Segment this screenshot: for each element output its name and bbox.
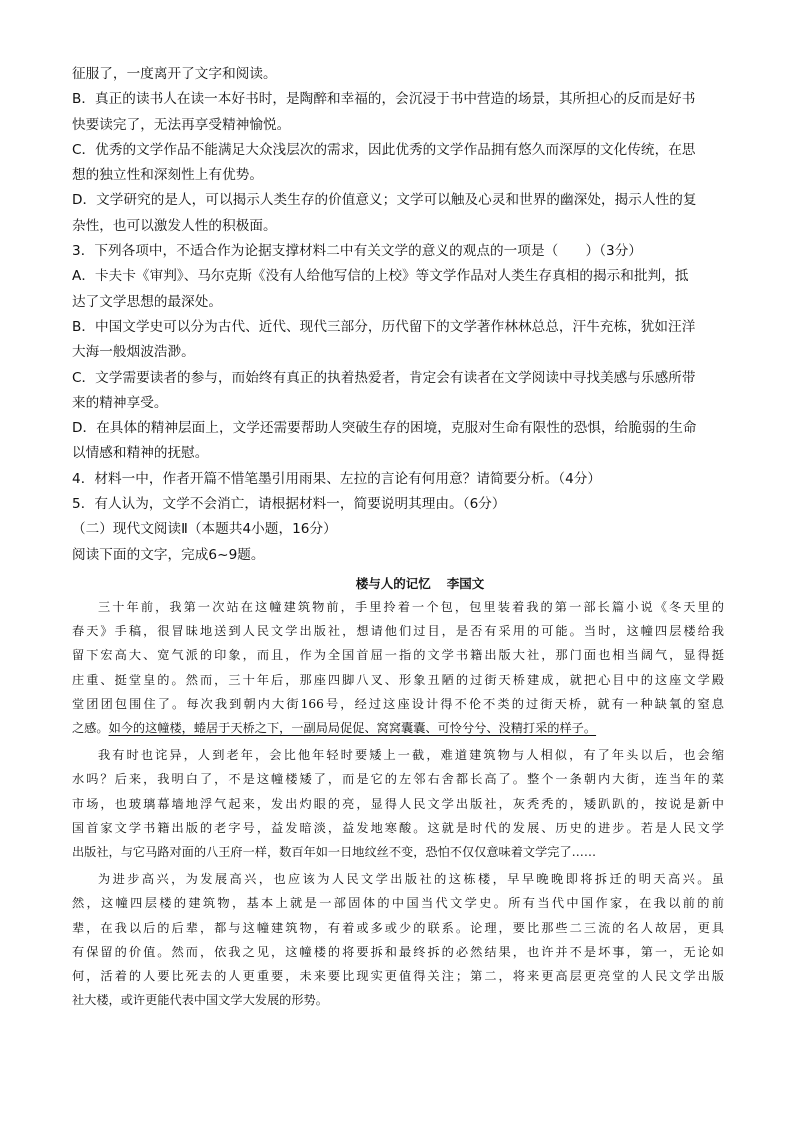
paragraph-line: [72, 716, 724, 740]
paragraph-line: 市场，也玻璃幕墙地浮气起来，发出灼眼的亮，显得人民文学出版社，灰秃秃的，矮趴趴的，按说是新中: [72, 796, 724, 811]
article-title: [72, 572, 724, 595]
paragraph-line-text: 之感。: [72, 720, 109, 735]
text-line: 来的精神享受。: [72, 394, 168, 411]
text-line: 想的独立性和深刻性上有优势。: [72, 167, 264, 184]
article-title-text: 楼与人的记忆: [355, 575, 431, 591]
paragraph-line: 留下宏高大、宽气派的印象，而且，作为全国首屈一指的文学书籍出版大社，那门面也相当阔气，显得挺: [72, 648, 724, 663]
paragraph-line: 国首家文学书籍出版的老字号，益发暗淡，益发地寒酸。这就是时代的发展、历史的进步。若是人民文学: [72, 820, 724, 835]
option-c-line: C．文学需要读者的参与，而始终有真正的执着热爱者，肯定会有读者在文学阅读中寻找美感与乐感所带: [72, 369, 696, 386]
paragraph-line: 然，这幢四层楼的建筑物，基本上就是一部固体的中国当代文学史。所有当代中国作家，在我以前的前: [72, 896, 724, 911]
exam-page: [72, 62, 724, 1012]
questions-section: [72, 62, 724, 568]
option-b-line: B．真正的读书人在读一本好书时，是陶醉和幸福的，会沉浸于书中营造的场景，其所担心的反而是好书: [72, 91, 696, 108]
option-c-line: C．优秀的文学作品不能满足大众浅层次的需求，因此优秀的文学作品拥有悠久而深厚的文化传统，在思: [72, 141, 696, 158]
option-b-line: B．中国文学史可以分为古代、近代、现代三部分，历代留下的文学著作林林总总，汗牛充栋，犹如汪洋: [72, 318, 696, 335]
paragraph-line: 出版社，与它马路对面的八王府一样，数百年如一日地纹丝不变，恐怕不仅仅意味着文学完了……: [72, 844, 597, 859]
paragraph-line: 社大楼，或许更能代表中国文学大发展的形势。: [72, 993, 328, 1008]
option-d-line: D．文学研究的是人，可以揭示人类生存的价值意义；文学可以触及心灵和世界的幽深处，揭示人性的复: [72, 192, 697, 209]
paragraph-line: 水吗？后来，我明白了，不是这幢楼矮了，而是它的左邻右舍都长高了。整个一条朝内大街，连当年的菜: [72, 772, 724, 787]
text-line: 达了文学思想的最深处。: [72, 293, 223, 310]
article-paragraph-3: [72, 867, 724, 1012]
text-line: 征服了，一度离开了文字和阅读。: [72, 66, 277, 82]
paragraph-line: 我有时也诧异，人到老年，会比他年轻时要矮上一截，难道建筑物与人相似，有了年头以后，也会缩: [98, 748, 724, 763]
underlined-sentence: 如今的这幢楼，蜷居于天桥之下，一副局局促促、窝窝囊囊、可怜兮兮、没精打采的样子。: [108, 720, 597, 735]
paragraph-line: 庄重、挺堂皇的。然而，三十年后，那座四脚八叉、形象丑陋的过街天桥建成，就把心目中的这座文学殿: [72, 672, 724, 687]
paragraph-line: 何，活着的人要比死去的人更重要，未来要比现实更值得关注；第二，将来更高层更亮堂的人民文学出版: [72, 968, 724, 983]
section-heading: （二）现代文阅读Ⅱ（本题共4小题，16分）: [72, 521, 337, 538]
paragraph-line: 有保留的价值。然而，依我之见，这幢楼的将要拆和最终拆的必然结果，也许并不是坏事，第一，无论如: [72, 944, 724, 959]
paragraph-line: 为进步高兴，为发展高兴，也应该为人民文学出版社的这栋楼，早早晚晚即将拆迁的明天高兴。虽: [98, 872, 724, 887]
article-paragraph-2: [72, 743, 724, 864]
paragraph-line: 三十年前，我第一次站在这幢建筑物前，手里拎着一个包，包里装着我的第一部长篇小说《冬天里的: [98, 599, 724, 614]
paragraph-line: 春天》手稿，很冒昧地送到人民文学出版社，想请他们过目，是否有采用的可能。当时，这幢四层楼给我: [72, 624, 724, 639]
text-line: 大海一般烟波浩渺。: [72, 344, 195, 361]
question-5: 5．有人认为，文学不会消亡，请根据材料一，简要说明其理由。（6分）: [72, 496, 506, 513]
text-line: 杂性，也可以激发人性的积极面。: [72, 217, 277, 234]
article-author: 李国文: [446, 575, 485, 591]
paragraph-line: 辈，在我以后的后辈，都与这幢建筑物，有着或多或少的联系。论理，要比那些二三流的名人故居，更具: [72, 920, 724, 935]
question-4: 4．材料一中，作者开篇不惜笔墨引用雨果、左拉的言论有何用意？请简要分析。（4分）: [72, 470, 602, 487]
paragraph-line: 堂团团包围住了。每次我到朝内大街166号，经过这座设计得不伦不类的过街天桥，就有一种缺氧的窒息: [72, 696, 724, 711]
option-a-line: A．卡夫卡《审判》、马尔克斯《没有人给他写信的上校》等文学作品对人类生存真相的揭示和批判，抵: [72, 268, 689, 285]
reading-instruction: 阅读下面的文字，完成6~9题。: [72, 546, 265, 563]
option-d-line: D．在具体的精神层面上，文学还需要帮助人突破生存的困境，克服对生命有限性的恐惧，给脆弱的生命: [72, 420, 697, 437]
text-line: 快要读完了，无法再享受精神愉悦。: [72, 116, 291, 133]
article-paragraph-1: [72, 595, 724, 740]
question-3: 3．下列各项中，不适合作为论据支撑材料二中有关文学的意义的观点的一项是（ ）（3分）: [72, 243, 642, 260]
text-line: 以情感和精神的抚慰。: [72, 445, 209, 462]
